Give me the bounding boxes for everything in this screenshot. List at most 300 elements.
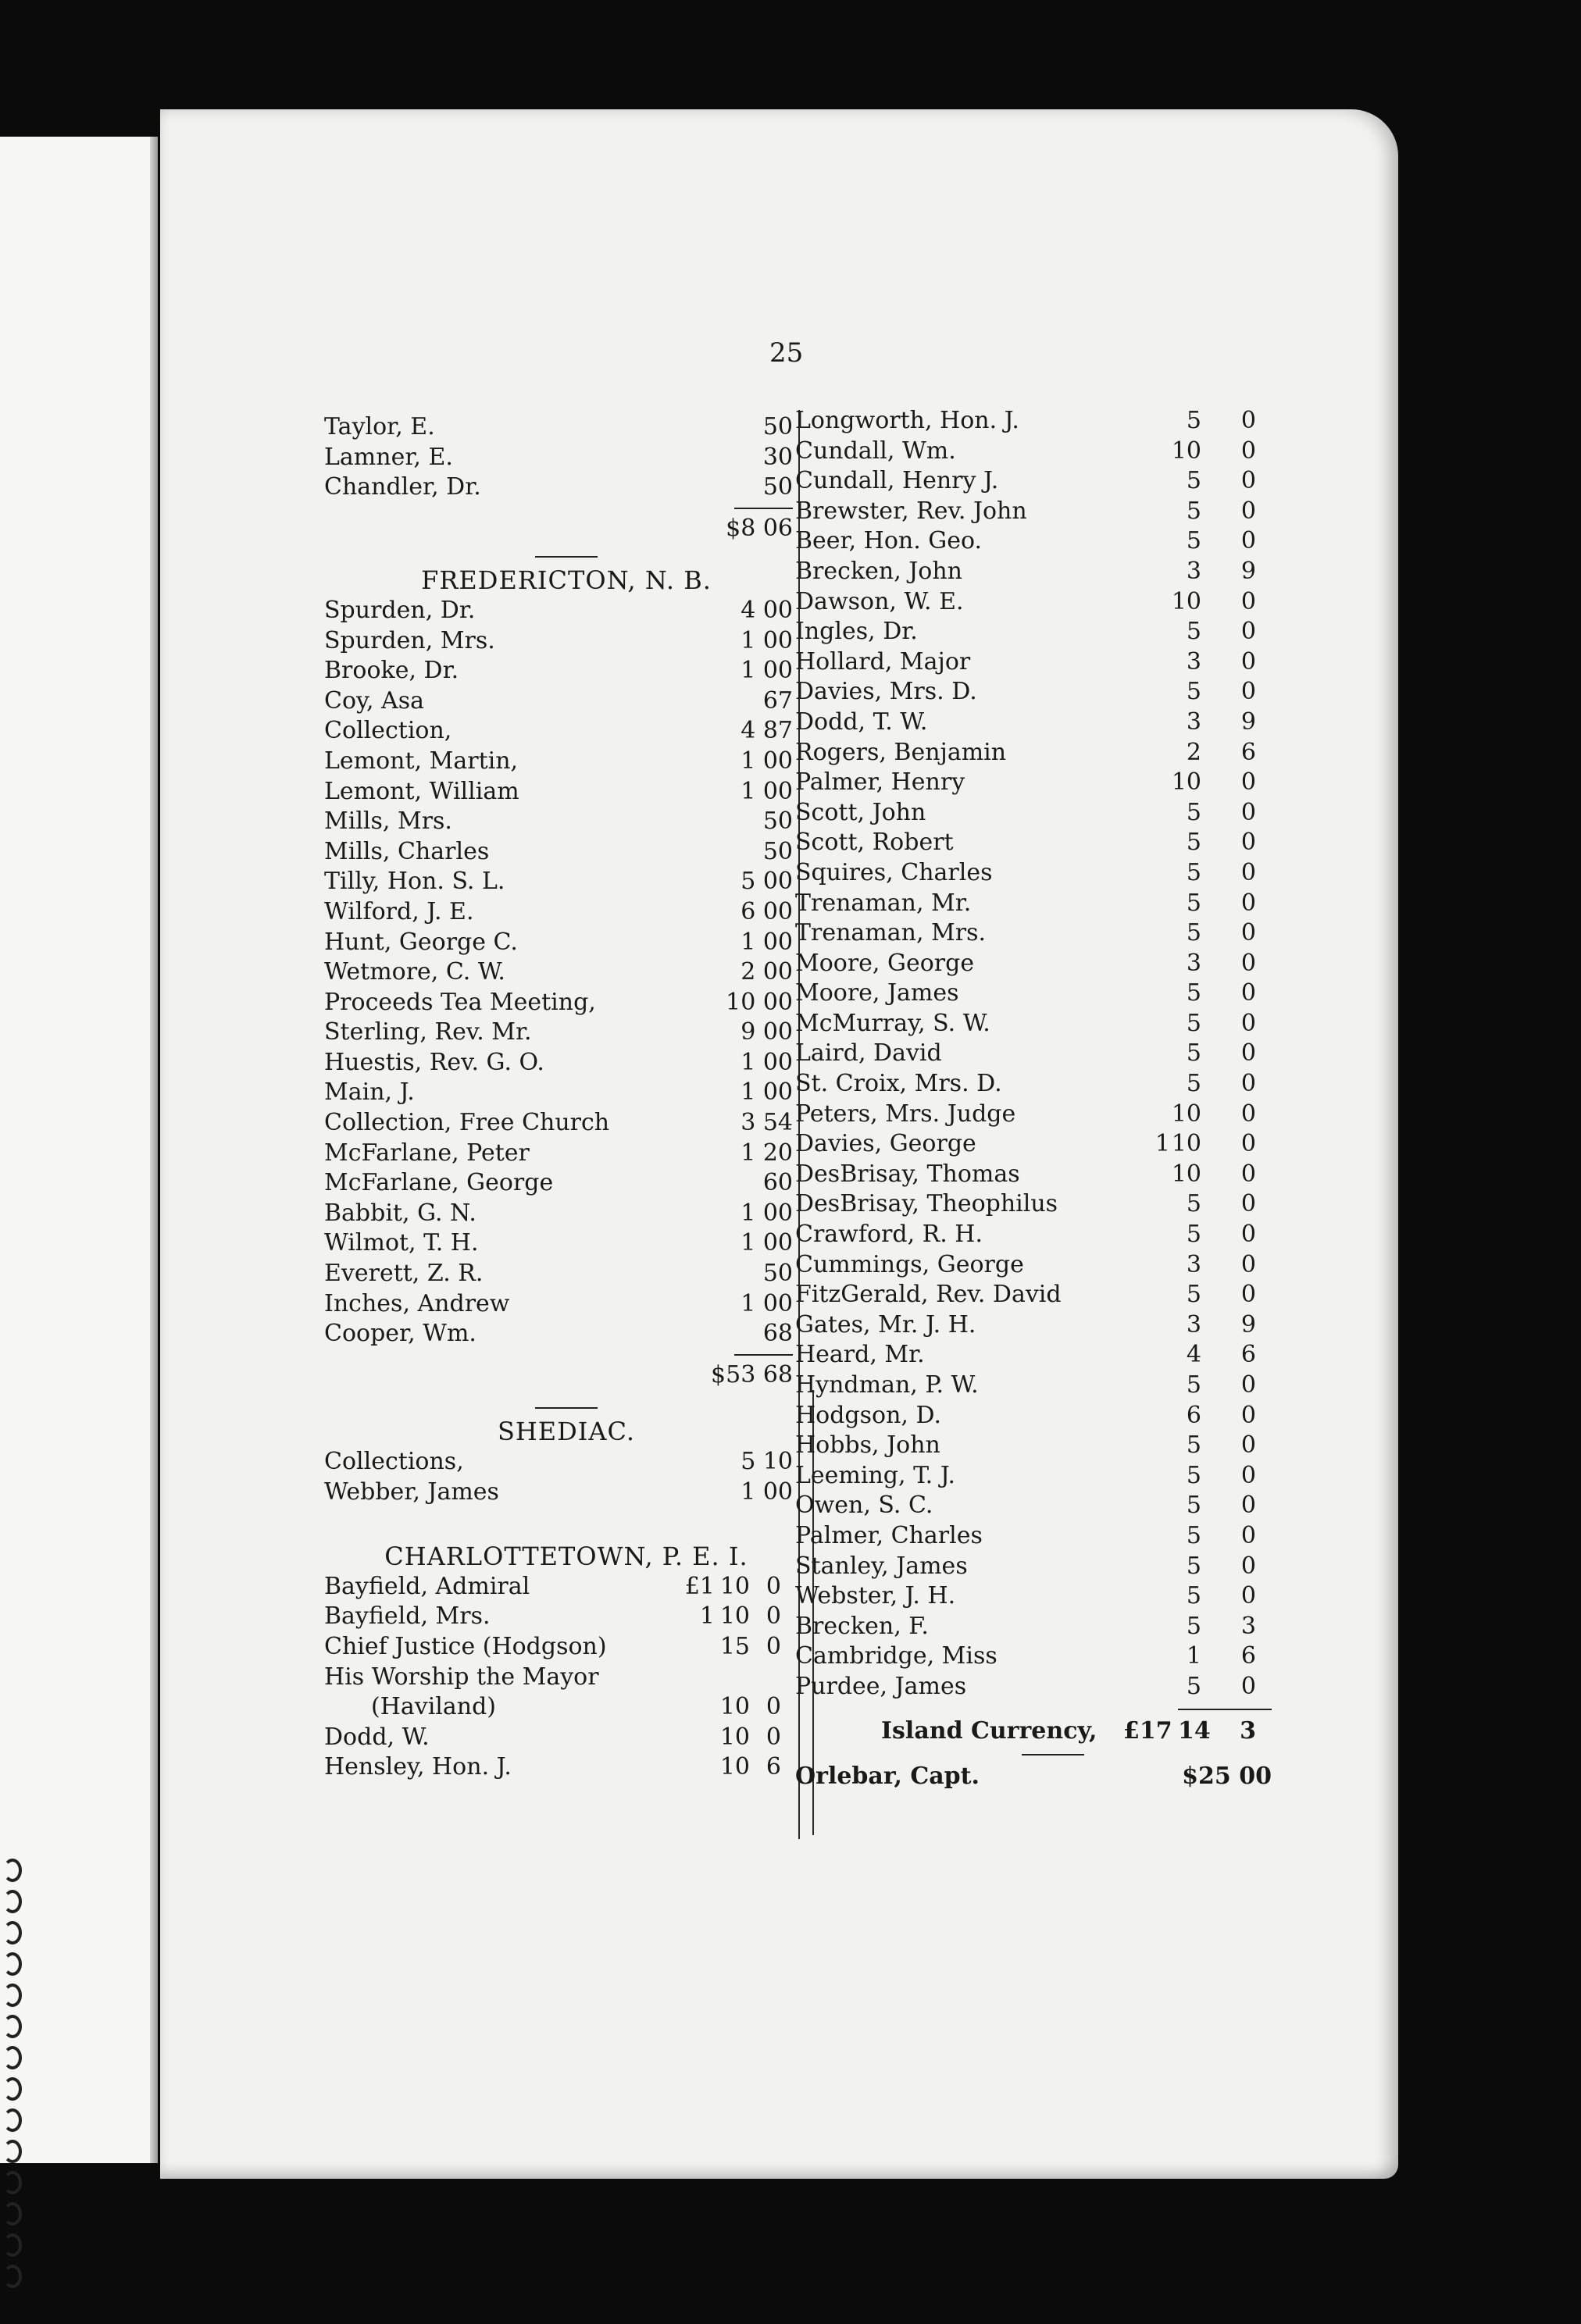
spacer	[795, 1746, 1279, 1754]
list-item	[324, 747, 808, 777]
list-item	[324, 897, 808, 928]
donation-amount: 5 00	[741, 868, 793, 896]
list-item	[324, 472, 808, 503]
list-item	[324, 1259, 808, 1289]
list-item	[324, 807, 808, 837]
list-item	[324, 1108, 808, 1139]
list-item	[795, 1340, 1279, 1371]
pence: 0	[1240, 1521, 1256, 1549]
donation-amount: 50	[762, 473, 793, 501]
binding-ring	[3, 2233, 22, 2257]
currency-total-row	[795, 1716, 1279, 1747]
donor-name: Collection,	[324, 717, 452, 745]
donation-amount: 1 00	[741, 657, 793, 685]
list-item	[324, 1477, 808, 1508]
donor-name: Orlebar, Capt.	[795, 1763, 980, 1791]
list-item	[795, 768, 1279, 798]
shillings: 5	[1186, 829, 1201, 857]
list-item	[795, 466, 1279, 497]
pence: 6	[1240, 1642, 1256, 1670]
pence: 9	[1240, 708, 1256, 736]
spacer	[324, 1409, 808, 1417]
total-row	[324, 514, 808, 544]
list-item	[795, 1280, 1279, 1310]
list-item	[795, 1371, 1279, 1401]
donor-name: (Haviland)	[371, 1693, 497, 1721]
page-number: 25	[769, 337, 804, 369]
shillings: 5	[1186, 1582, 1201, 1610]
list-item	[795, 889, 1279, 919]
donation-amount: 4 87	[741, 717, 793, 745]
donor-name: McFarlane, Peter	[324, 1139, 530, 1167]
shillings: 5	[1186, 407, 1201, 434]
donor-name: Sterling, Rev. Mr.	[324, 1018, 532, 1046]
donor-name: Owen, S. C.	[795, 1492, 933, 1520]
shillings: 5	[1186, 1492, 1201, 1520]
list-item	[795, 587, 1279, 618]
list-item	[324, 1602, 808, 1632]
shillings: 5	[1186, 919, 1201, 947]
binding-ring	[3, 1984, 22, 2007]
donor-name: Lemont, William	[324, 777, 519, 805]
pence: 0	[1240, 1552, 1256, 1580]
pence: 0	[1240, 798, 1256, 826]
shillings: 1	[1186, 1642, 1201, 1670]
donor-name: Moore, James	[795, 979, 959, 1007]
donor-name: Inches, Andrew	[324, 1289, 510, 1317]
pence: 0	[1240, 889, 1256, 917]
donation-amount: 1 00	[741, 1078, 793, 1107]
list-item	[324, 1692, 808, 1723]
pence: 0	[1240, 467, 1256, 495]
pence: 0	[1240, 919, 1256, 947]
shillings: 5	[1186, 1190, 1201, 1218]
donor-name: Cundall, Henry J.	[795, 467, 999, 495]
binding-ring	[3, 1890, 22, 1913]
donor-name: Lamner, E.	[324, 443, 453, 471]
shillings: 5	[1186, 467, 1201, 495]
donor-name: Dawson, W. E.	[795, 587, 964, 615]
pence: 0	[1240, 1009, 1256, 1037]
spacer	[324, 544, 808, 556]
spacer	[324, 1507, 808, 1542]
donor-name: Trenaman, Mrs.	[795, 919, 987, 947]
donor-name: Lemont, Martin,	[324, 747, 519, 775]
pence: 0	[1240, 1672, 1256, 1700]
list-item	[795, 677, 1279, 708]
donor-name: FitzGerald, Rev. David	[795, 1281, 1062, 1309]
shillings: 3	[1186, 557, 1201, 585]
list-item	[795, 1189, 1279, 1220]
donor-name: Hollard, Major	[795, 647, 971, 675]
shillings: 5	[1186, 1281, 1201, 1309]
pence: 9	[1240, 1310, 1256, 1338]
shillings: 5	[1186, 1039, 1201, 1068]
shillings: 5	[1186, 1461, 1201, 1489]
donor-name: His Worship the Mayor	[324, 1663, 599, 1691]
donor-name: Peters, Mrs. Judge	[795, 1100, 1016, 1128]
pence: 0	[1240, 618, 1256, 646]
donor-name: Crawford, R. H.	[795, 1221, 983, 1249]
pence: 3	[1240, 1716, 1256, 1745]
donor-name: DesBrisay, Theophilus	[795, 1190, 1058, 1218]
list-item	[795, 1581, 1279, 1612]
binding-ring	[3, 2108, 22, 2132]
donor-name: Scott, John	[795, 798, 926, 826]
shillings: 5	[1186, 1009, 1201, 1037]
pence: 0	[766, 1572, 781, 1600]
right-column	[795, 406, 1279, 1792]
pence: 0	[1240, 1371, 1256, 1399]
binding-ring	[3, 1952, 22, 1976]
total-amount: $53 68	[711, 1360, 793, 1388]
donor-name: Wetmore, C. W.	[324, 958, 505, 986]
pence: 0	[1240, 1221, 1256, 1249]
pence: 3	[1240, 1612, 1256, 1640]
donor-name: Brecken, F.	[795, 1612, 929, 1640]
donor-name: Longworth, Hon. J.	[795, 407, 1019, 434]
donation-amount: 5 10	[741, 1448, 793, 1475]
shillings: 10	[719, 1723, 750, 1751]
list-item	[795, 1431, 1279, 1461]
pence: 0	[1240, 1582, 1256, 1610]
shillings: 5	[1186, 798, 1201, 826]
donor-name: Dodd, W.	[324, 1723, 430, 1751]
donor-name: Chief Justice (Hodgson)	[324, 1632, 607, 1660]
list-item	[795, 1491, 1279, 1521]
list-item	[324, 443, 808, 473]
pence: 0	[1240, 1401, 1256, 1429]
sum-rule	[324, 503, 808, 514]
shillings: 5	[1186, 1221, 1201, 1249]
donation-amount: 50	[762, 1260, 793, 1288]
donor-name: Gates, Mr. J. H.	[795, 1310, 976, 1338]
donor-name: Mills, Mrs.	[324, 807, 452, 836]
list-item	[795, 1672, 1279, 1702]
list-item	[795, 1310, 1279, 1341]
pence: 0	[1240, 1431, 1256, 1460]
list-item	[795, 1100, 1279, 1130]
pence: 0	[1240, 1100, 1256, 1128]
shillings: 10	[719, 1753, 750, 1781]
donation-amount: $25 00	[1182, 1763, 1272, 1791]
list-item	[795, 738, 1279, 768]
list-item	[795, 1129, 1279, 1160]
shillings: 5	[1186, 678, 1201, 706]
list-item	[324, 957, 808, 988]
shillings: 5	[1186, 1612, 1201, 1640]
list-item	[324, 656, 808, 686]
list-item	[795, 1641, 1279, 1672]
pence: 0	[766, 1693, 781, 1721]
donation-amount: 1 00	[741, 1229, 793, 1257]
total-amount: $8 06	[726, 514, 793, 542]
pence: 9	[1240, 557, 1256, 585]
shillings: 5	[1186, 618, 1201, 646]
donation-amount: 10 00	[726, 988, 793, 1016]
donor-name: Heard, Mr.	[795, 1341, 925, 1369]
pence: 0	[1240, 678, 1256, 706]
pence: 0	[1240, 407, 1256, 434]
list-item	[795, 1009, 1279, 1039]
list-item	[324, 867, 808, 897]
list-item	[324, 1632, 808, 1663]
donor-name: McMurray, S. W.	[795, 1009, 990, 1037]
donor-name: Brewster, Rev. John	[795, 497, 1027, 525]
donor-name: Chandler, Dr.	[324, 473, 481, 501]
shillings: 5	[1186, 1070, 1201, 1098]
donor-name: Dodd, T. W.	[795, 708, 928, 736]
shillings: 5	[1186, 1672, 1201, 1700]
left-column	[324, 412, 808, 1783]
donor-name: Tilly, Hon. S. L.	[324, 868, 505, 896]
donor-name: Cundall, Wm.	[795, 437, 956, 465]
list-item	[795, 708, 1279, 738]
pounds: 1	[699, 1602, 715, 1631]
list-item	[795, 1762, 1279, 1792]
donor-name: Scott, Robert	[795, 829, 954, 857]
sum-line	[734, 1354, 793, 1356]
shillings: 5	[1186, 527, 1201, 555]
list-item	[795, 437, 1279, 467]
donor-name: Stanley, James	[795, 1552, 968, 1580]
donor-name: McFarlane, George	[324, 1169, 554, 1197]
donor-name: Proceeds Tea Meeting,	[324, 988, 596, 1016]
donation-amount: 9 00	[741, 1018, 793, 1046]
pounds: £1	[684, 1572, 715, 1600]
pence: 0	[1240, 979, 1256, 1007]
donor-name: Trenaman, Mr.	[795, 889, 972, 917]
adjacent-page-strip	[0, 137, 158, 2163]
list-item	[795, 526, 1279, 557]
donation-amount: 4 00	[741, 596, 793, 624]
spacer	[324, 558, 808, 565]
pence: 0	[1240, 829, 1256, 857]
donation-amount: 1 00	[741, 626, 793, 654]
donation-amount: 1 00	[741, 777, 793, 805]
list-item	[324, 1228, 808, 1259]
pence: 0	[1240, 527, 1256, 555]
shillings: 5	[1186, 497, 1201, 525]
list-item	[795, 949, 1279, 979]
pence: 0	[1240, 497, 1256, 525]
shillings: 3	[1186, 1250, 1201, 1278]
donation-amount: 6 00	[741, 897, 793, 925]
donor-name: Beer, Hon. Geo.	[795, 527, 983, 555]
list-item	[324, 1663, 808, 1693]
shillings: 4	[1186, 1341, 1201, 1369]
pence: 0	[1240, 858, 1256, 886]
donor-name: Huestis, Rev. G. O.	[324, 1048, 544, 1076]
donor-name: Hensley, Hon. J.	[324, 1753, 512, 1781]
donor-name: Cummings, George	[795, 1250, 1024, 1278]
sum-line	[1178, 1709, 1272, 1710]
shillings: 3	[1186, 949, 1201, 977]
donor-name: Main, J.	[324, 1078, 415, 1107]
list-item	[324, 1572, 808, 1602]
shillings: 5	[1186, 1521, 1201, 1549]
donor-name: Rogers, Benjamin	[795, 738, 1007, 766]
shillings: 10	[719, 1572, 750, 1600]
donation-amount: 68	[762, 1320, 793, 1348]
pence: 0	[766, 1602, 781, 1631]
pence: 0	[1240, 1492, 1256, 1520]
list-item	[324, 412, 808, 443]
binding-ring	[3, 2015, 22, 2038]
pence: 6	[1240, 738, 1256, 766]
donation-amount: 50	[762, 837, 793, 865]
list-item	[324, 626, 808, 657]
list-item	[795, 1521, 1279, 1552]
donation-amount: 2 00	[741, 958, 793, 986]
shillings: 2	[1186, 738, 1201, 766]
pence: 0	[1240, 1070, 1256, 1098]
donor-name: Collection, Free Church	[324, 1109, 610, 1137]
pence: 0	[1240, 1039, 1256, 1068]
pence: 0	[1240, 587, 1256, 615]
shillings: 10	[1171, 768, 1201, 797]
donor-name: Palmer, Henry	[795, 768, 965, 797]
pence: 0	[1240, 1130, 1256, 1158]
list-item	[324, 1078, 808, 1108]
pence: 0	[1240, 437, 1256, 465]
donor-name: Cooper, Wm.	[324, 1320, 476, 1348]
spacer	[324, 1390, 808, 1407]
list-item	[324, 686, 808, 717]
list-item	[795, 406, 1279, 437]
donation-amount: 1 00	[741, 1289, 793, 1317]
donor-name: Laird, David	[795, 1039, 942, 1068]
donor-name: DesBrisay, Thomas	[795, 1160, 1020, 1188]
pence: 0	[766, 1723, 781, 1751]
list-item	[795, 1552, 1279, 1582]
pence: 0	[1240, 1281, 1256, 1309]
pence: 0	[1240, 647, 1256, 675]
binding-ring	[3, 2202, 22, 2226]
shillings: 5	[1186, 1431, 1201, 1460]
binding-ring	[3, 2077, 22, 2101]
donor-name: Moore, George	[795, 949, 975, 977]
list-item	[324, 716, 808, 747]
list-item	[324, 1018, 808, 1048]
sum-rule	[324, 1349, 808, 1360]
list-item	[324, 1723, 808, 1753]
donor-name: Cambridge, Miss	[795, 1642, 997, 1670]
donation-amount: 1 00	[741, 747, 793, 775]
list-item	[795, 1612, 1279, 1642]
sum-rule	[795, 1702, 1279, 1716]
shillings: 14	[1178, 1716, 1211, 1745]
list-item	[795, 978, 1279, 1009]
pence: 0	[1240, 1160, 1256, 1188]
binding-ring	[3, 1921, 22, 1944]
donation-amount: 1 00	[741, 1199, 793, 1227]
list-item	[324, 928, 808, 958]
section-heading: CHARLOTTETOWN, P. E. I.	[384, 1542, 748, 1572]
binding-ring	[3, 2046, 22, 2069]
shillings: 10	[719, 1693, 750, 1721]
list-item	[795, 798, 1279, 829]
donor-name: Leeming, T. J.	[795, 1461, 955, 1489]
list-item	[324, 1139, 808, 1169]
donor-name: Bayfield, Mrs.	[324, 1602, 491, 1631]
donor-name: Hunt, George C.	[324, 928, 518, 956]
donor-name: Brooke, Dr.	[324, 657, 459, 685]
shillings: 5	[1186, 858, 1201, 886]
binding-ring	[3, 2140, 22, 2163]
donor-name: Hobbs, John	[795, 1431, 940, 1460]
pence: 0	[766, 1632, 781, 1660]
pounds: £17	[1123, 1716, 1172, 1745]
list-item	[324, 837, 808, 868]
donation-amount: 1 00	[741, 1048, 793, 1076]
donor-name: Taylor, E.	[324, 413, 435, 440]
shillings: 6	[1186, 1401, 1201, 1429]
list-item	[324, 1319, 808, 1349]
list-item	[324, 988, 808, 1018]
donor-name: Bayfield, Admiral	[324, 1572, 530, 1600]
pence: 0	[1240, 1190, 1256, 1218]
donation-amount: 50	[762, 413, 793, 440]
list-item	[795, 858, 1279, 889]
binding-edge	[150, 137, 158, 2163]
donor-name: Wilford, J. E.	[324, 897, 474, 925]
sum-line	[734, 508, 793, 509]
donor-name: Spurden, Dr.	[324, 596, 476, 624]
list-item	[795, 918, 1279, 949]
binding-ring	[3, 2171, 22, 2194]
shillings: 3	[1186, 708, 1201, 736]
list-item	[795, 1069, 1279, 1100]
list-item	[324, 1447, 808, 1477]
donor-name: Purdee, James	[795, 1672, 967, 1700]
pence: 0	[1240, 1250, 1256, 1278]
donor-name: Webber, James	[324, 1477, 499, 1506]
list-item	[795, 617, 1279, 647]
section-heading: SHEDIAC.	[497, 1417, 636, 1447]
shillings: 15	[719, 1632, 750, 1660]
donor-name: Wilmot, T. H.	[324, 1229, 479, 1257]
donation-amount: 1 00	[741, 928, 793, 956]
shillings: 3	[1186, 1310, 1201, 1338]
list-item	[324, 1048, 808, 1078]
binding-ring	[3, 1859, 22, 1882]
shillings: 5	[1186, 979, 1201, 1007]
donor-name: Davies, Mrs. D.	[795, 678, 977, 706]
list-item	[795, 557, 1279, 587]
donor-name: Hodgson, D.	[795, 1401, 942, 1429]
shillings: 5	[1186, 1371, 1201, 1399]
donor-name: Squires, Charles	[795, 858, 993, 886]
donor-name: Babbit, G. N.	[324, 1199, 476, 1227]
donor-name: Webster, J. H.	[795, 1582, 956, 1610]
donor-name: Mills, Charles	[324, 837, 490, 865]
donor-name: Coy, Asa	[324, 686, 424, 715]
list-item	[795, 1220, 1279, 1250]
donation-amount: 50	[762, 807, 793, 836]
shillings: 3	[1186, 647, 1201, 675]
donation-amount: 67	[762, 686, 793, 715]
list-item	[324, 1168, 808, 1199]
donation-amount: 1 20	[741, 1139, 793, 1167]
donation-amount: 60	[762, 1169, 793, 1197]
pence: 0	[1240, 768, 1256, 797]
list-item	[795, 828, 1279, 858]
shillings: 10	[719, 1602, 750, 1631]
shillings: 10	[1171, 1130, 1201, 1158]
donation-amount: 1 00	[741, 1477, 793, 1506]
shillings: 10	[1171, 587, 1201, 615]
